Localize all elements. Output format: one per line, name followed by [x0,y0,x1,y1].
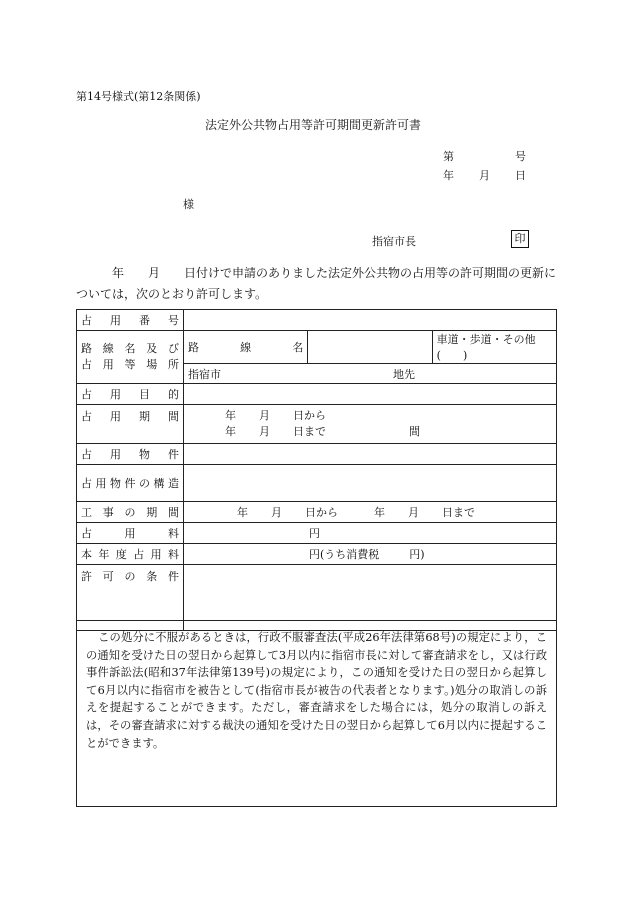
work-to-day: 日まで [442,506,475,519]
place-cell [184,364,557,384]
doc-no-suffix: 号 [515,150,526,163]
value-work-period [184,502,557,523]
period-span: 間 [409,425,420,438]
intro-year: 年 [112,266,125,280]
period-to-day: 日まで [293,425,326,438]
year-fee-close: 円) [409,548,425,561]
year-fee-text: 円(うち消費税 [309,548,380,561]
label-conditions: 許可の条件 [77,565,184,631]
label-route-name: 路線名 [184,331,308,364]
permit-table [76,309,557,631]
page-title: 法定外公共物占用等許可期間更新許可書 [205,118,422,132]
period-to-month: 月 [259,425,270,438]
appeal-notice [76,620,557,807]
period-to-year: 年 [225,425,236,438]
fee-yen: 円 [309,527,320,540]
work-to-year: 年 [374,506,385,519]
intro-month: 月 [148,266,161,280]
label-work-period: 工事の期間 [77,502,184,523]
label-structure: 占用物件の構造 [77,465,184,502]
label-fee: 占用料 [77,523,184,544]
work-from-year: 年 [237,506,248,519]
label-purpose: 占用目的 [77,384,184,405]
value-structure [184,465,557,502]
date-year: 年 [443,169,454,182]
work-from-day: 日から [305,506,338,519]
appeal-notice-text: この処分に不服があるときは，行政不服審査法(平成26年法律第68号)の規定により，この通知を受けた日の翌日から起算して3月以内に指宿市長に対して審査請求をし，又は行政事件訴訟法(昭和37年法律第139号)の規定により，この通知を受けた日の翌日から起算して6月以内に指宿市を被告として(指宿市長が被告の代表者となります。)処分の取消しの訴えを提起することができます。ただし，審査請求をした場合には，処分の取消しの訴えは，その審査請求に対する裁決の通知を受けた日の翌日から起算して6月以内に提起することができます。 [86,631,547,750]
period-from-month: 月 [259,409,270,422]
intro-paragraph [76,263,566,305]
date-day: 日 [515,169,526,182]
label-period: 占用期間 [77,405,184,444]
label-year-fee: 本年度占用料 [77,544,184,565]
value-period [184,405,557,444]
date-month: 月 [479,169,490,182]
label-route-place [77,331,184,384]
label-object: 占用物件 [77,444,184,465]
label-occupancy-no: 占用番号 [77,310,184,331]
value-fee [184,523,557,544]
label-route-place-2: 占用等場所 [81,358,179,371]
intro-line1: 日付けで申請のありました法定外公共物の占用等の許可期間の更新に [184,266,557,280]
addressee-suffix: 様 [183,198,194,211]
doc-no-prefix: 第 [443,150,454,163]
period-from-day: 日から [293,409,326,422]
value-object [184,444,557,465]
place-lot: 地先 [393,367,415,381]
issuer: 指宿市長 [372,235,416,248]
seal-stamp: 印 [511,230,529,248]
value-route-name [308,331,432,364]
intro-line2: ついては，次のとおり許可します。 [76,287,268,301]
value-occupancy-no [184,310,557,331]
label-route-place-1: 路線名及び [81,342,179,355]
period-from-year: 年 [225,409,236,422]
form-number: 第14号様式(第12条関係) [76,90,201,103]
value-purpose [184,384,557,405]
place-city: 指宿市 [188,367,221,381]
work-to-month: 月 [408,506,419,519]
road-type: 車道・歩道・その他( ) [432,331,556,364]
work-from-month: 月 [271,506,282,519]
value-year-fee [184,544,557,565]
